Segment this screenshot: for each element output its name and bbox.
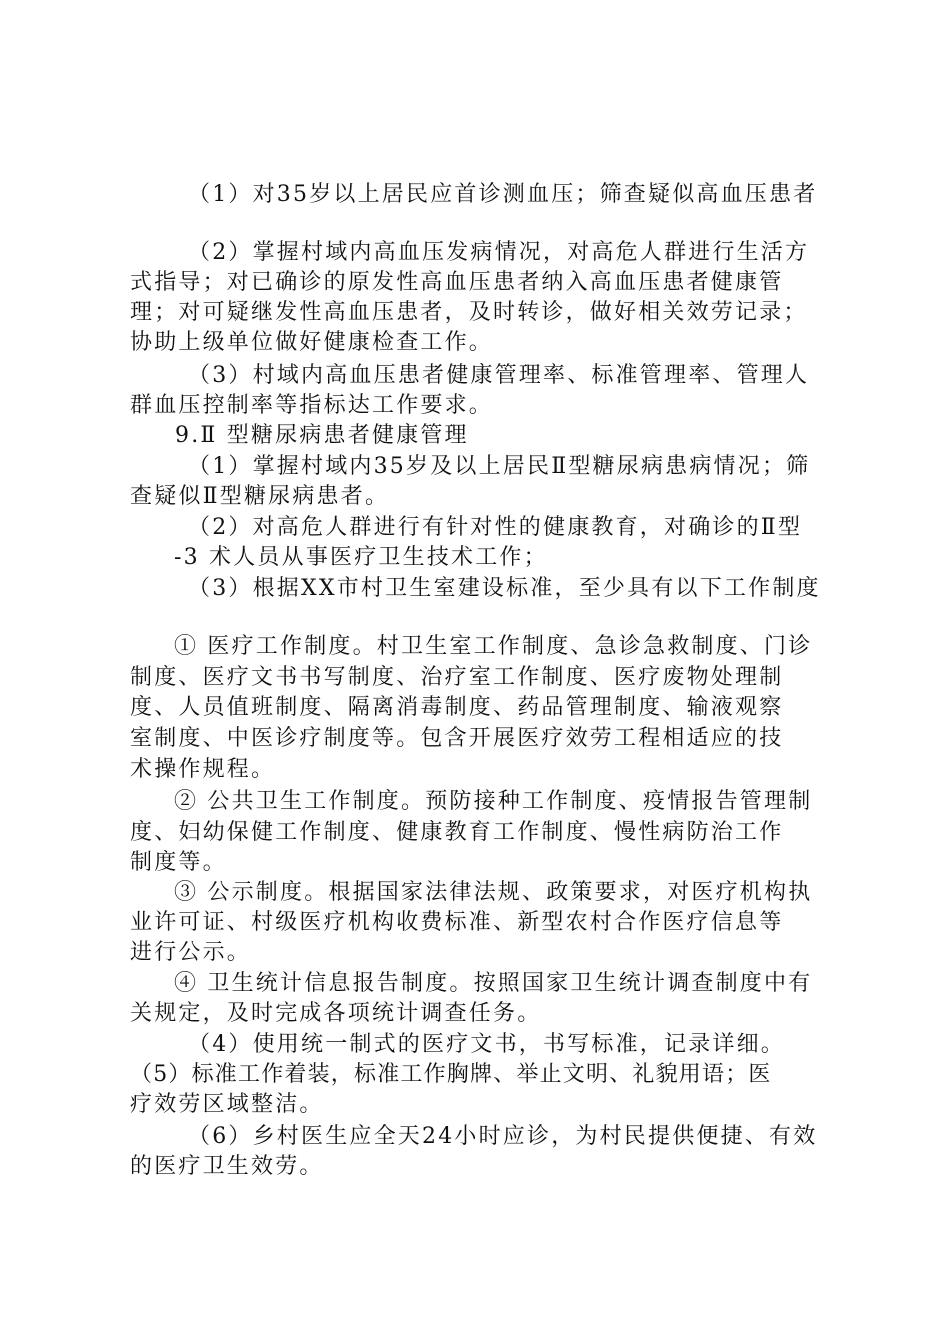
text-line: （3）根据XX市村卫生室建设标准，至少具有以下工作制度 xyxy=(188,576,821,601)
text-line: 协助上级单位做好健康检查工作。 xyxy=(130,330,494,355)
text-line: （2）掌握村域内高血压发病情况，对高危人群进行生活方 xyxy=(188,240,810,265)
text-line: ① 医疗工作制度。村卫生室工作制度、急诊急救制度、门诊 xyxy=(174,634,813,659)
section-heading: 9.Ⅱ 型糖尿病患者健康管理 xyxy=(175,423,469,448)
text-line: 术操作规程。 xyxy=(130,757,276,782)
text-line: 群血压控制率等指标达工作要求。 xyxy=(130,393,494,418)
text-line: （1）对35岁以上居民应首诊测血压；筛查疑似高血压患者 xyxy=(188,182,818,207)
text-line: 式指导；对已确诊的原发性高血压患者纳入高血压患者健康管 xyxy=(130,270,784,295)
text-line: （3）村域内高血压患者健康管理率、标准管理率、管理人 xyxy=(188,363,810,388)
text-line: （2）对高危人群进行有针对性的健康教育，对确诊的Ⅱ型 xyxy=(188,515,803,540)
text-line: 制度、医疗文书书写制度、治疗室工作制度、医疗废物处理制 xyxy=(130,665,784,690)
text-line: ④ 卫生统计信息报告制度。按照国家卫生统计调查制度中有 xyxy=(174,971,813,996)
text-line: 的医疗卫生效劳。 xyxy=(130,1154,324,1179)
text-line: （1）掌握村域内35岁及以上居民Ⅱ型糖尿病患病情况；筛 xyxy=(188,454,811,479)
text-line: 进行公示。 xyxy=(130,940,252,965)
text-line: 查疑似Ⅱ型糖尿病患者。 xyxy=(130,484,390,509)
text-line: （4）使用统一制式的医疗文书，书写标准，记录详细。 xyxy=(188,1032,785,1057)
text-line: （6）乡村医生应全天24小时应诊，为村民提供便捷、有效 xyxy=(188,1124,818,1149)
text-line: （5）标准工作着装，标准工作胸牌、举止文明、礼貌用语；医 xyxy=(130,1062,772,1087)
text-line: 业许可证、村级医疗机构收费标准、新型农村合作医疗信息等 xyxy=(130,910,784,935)
text-line: ③ 公示制度。根据国家法律法规、政策要求，对医疗机构执 xyxy=(174,880,813,905)
text-line: 理；对可疑继发性高血压患者，及时转诊，做好相关效劳记录； xyxy=(130,300,808,325)
text-line: -3 术人员从事医疗卫生技术工作； xyxy=(174,545,548,570)
text-line: ② 公共卫生工作制度。预防接种工作制度、疫情报告管理制 xyxy=(174,789,813,814)
text-line: 度、人员值班制度、隔离消毒制度、药品管理制度、输液观察 xyxy=(130,695,784,720)
text-line: 制度等。 xyxy=(130,850,227,875)
text-line: 关规定，及时完成各项统计调查任务。 xyxy=(130,1001,542,1026)
text-line: 室制度、中医诊疗制度等。包含开展医疗效劳工程相适应的技 xyxy=(130,726,784,751)
text-line: 疗效劳区域整洁。 xyxy=(130,1092,324,1117)
text-line: 度、妇幼保健工作制度、健康教育工作制度、慢性病防治工作 xyxy=(130,820,784,845)
